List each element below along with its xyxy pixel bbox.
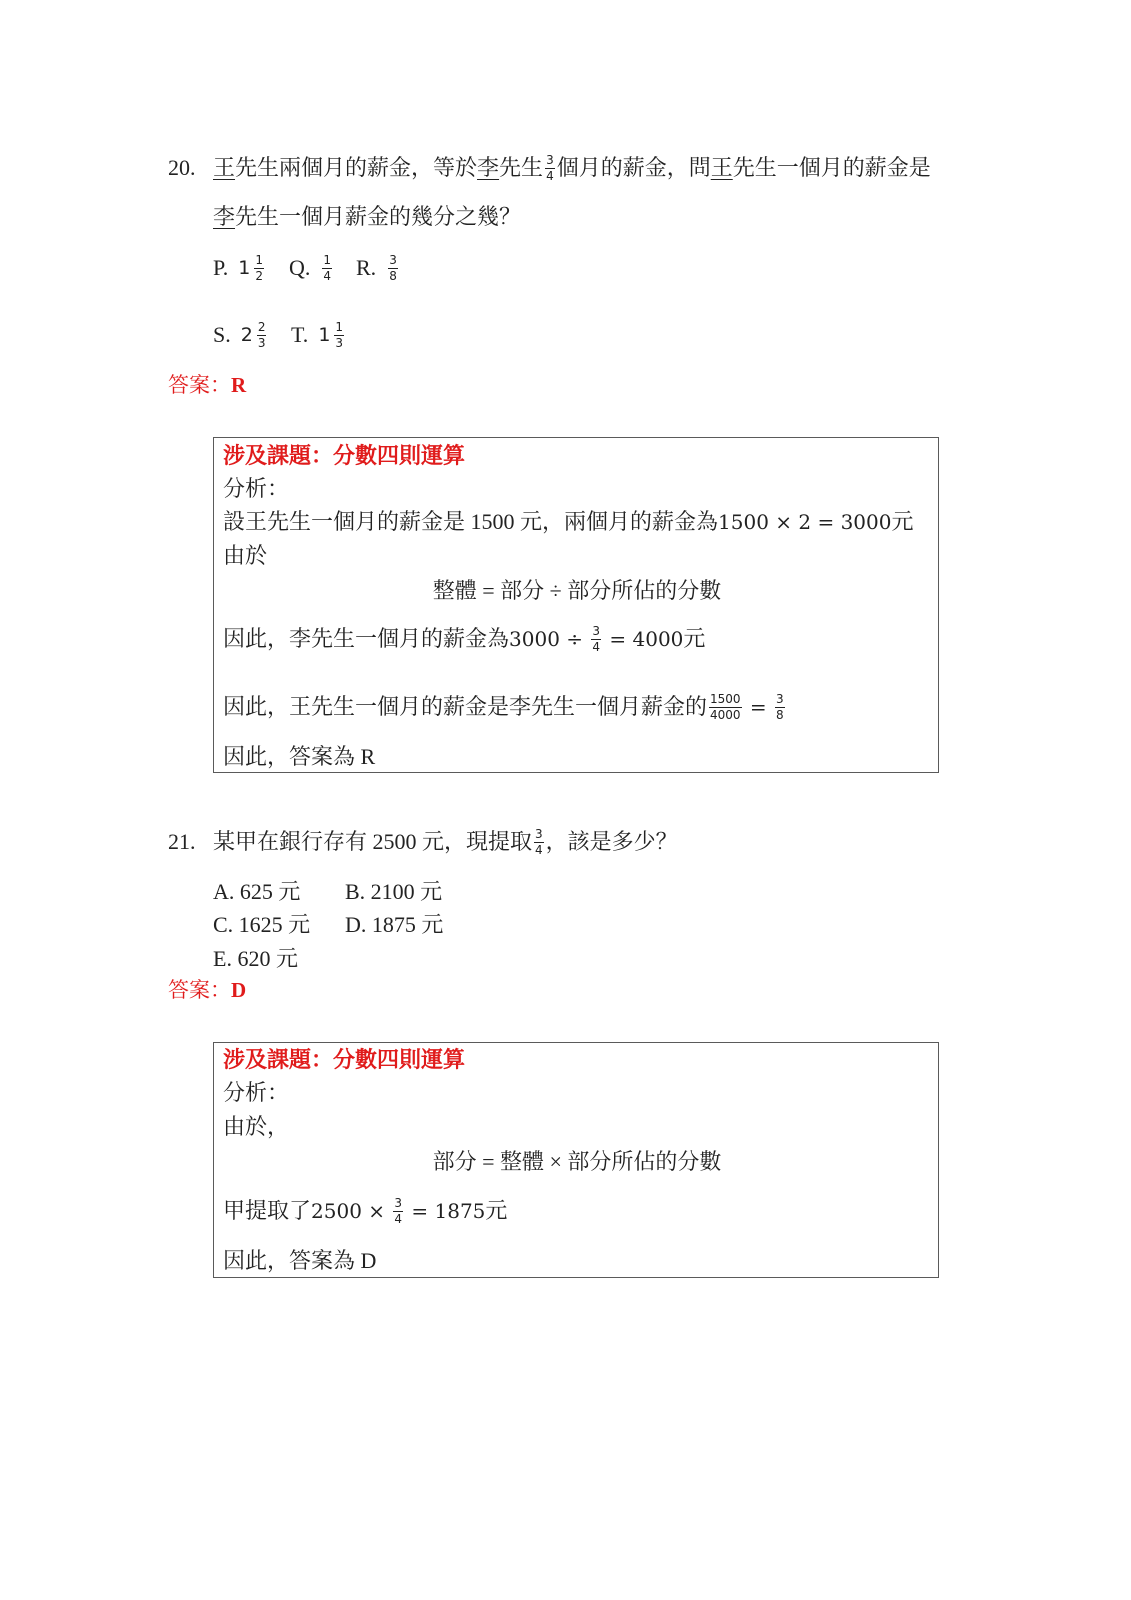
fraction-numerator: 3 <box>776 691 784 706</box>
fraction <box>591 625 601 654</box>
fraction-numerator: 3 <box>592 623 601 638</box>
fraction <box>709 693 742 722</box>
conclusion: 因此，答案為 R <box>223 744 376 769</box>
fraction-denominator: 4 <box>394 1211 403 1226</box>
fraction-numerator: 2 <box>257 319 266 334</box>
text-segment: 先生一個月薪金的幾分之幾？ <box>235 204 522 229</box>
since-label: 由於 <box>223 543 268 568</box>
math-expression: 1500 × 2 = 3000 <box>718 510 892 534</box>
solution-line <box>223 623 706 654</box>
fraction-denominator: 3 <box>335 335 344 350</box>
q20-answer <box>168 374 246 396</box>
fraction-denominator: 4 <box>323 268 332 283</box>
solution-topic: 涉及課題：分數四則運算 <box>223 443 466 468</box>
solution-topic: 涉及課題：分數四則運算 <box>223 1047 466 1072</box>
q20-option-q <box>289 252 334 283</box>
text-segment: 某甲在銀行存有 2500 元，現提取 <box>213 829 533 854</box>
fraction-denominator: 8 <box>389 268 397 283</box>
solution-text: 甲提取了 <box>223 1198 312 1223</box>
fraction-denominator: 8 <box>776 707 784 722</box>
fraction-numerator: 3 <box>546 152 554 167</box>
analysis-label: 分析： <box>223 476 290 501</box>
q20-solution-box <box>213 437 939 773</box>
fraction <box>545 154 555 183</box>
option-label: T. <box>291 322 309 347</box>
answer-label: 答案： <box>168 373 231 397</box>
option-whole: 1 <box>238 257 251 279</box>
fraction-denominator: 4 <box>592 639 601 654</box>
fraction <box>254 254 264 283</box>
q21-option-a: A. 625 元 <box>213 878 301 904</box>
fraction-numerator: 1 <box>335 319 344 334</box>
solution-line <box>223 1195 508 1226</box>
option-label: P. <box>213 255 229 280</box>
analysis-label: 分析： <box>223 1080 290 1105</box>
fraction-denominator: 4000 <box>710 707 741 722</box>
q21-number <box>168 831 196 853</box>
math-expression: = 1875 <box>405 1199 486 1223</box>
option-label: R. <box>356 255 377 280</box>
fraction-denominator: 4 <box>535 842 543 857</box>
answer-value: D <box>231 978 247 1002</box>
fraction-numerator: 3 <box>394 1195 403 1210</box>
formula: 整體 = 部分 ÷ 部分所佔的分數 <box>432 578 722 603</box>
q21-solution-box <box>213 1042 939 1278</box>
option-label: Q. <box>289 255 311 280</box>
q20-text-line2 <box>213 206 521 228</box>
q21-answer <box>168 979 246 1001</box>
text-segment: ，該是多少？ <box>545 829 678 854</box>
fraction <box>775 693 785 722</box>
q21-text <box>213 826 678 857</box>
q21-option-e: E. 620 元 <box>213 945 298 971</box>
q20-number <box>168 157 196 179</box>
answer-label: 答案： <box>168 978 231 1002</box>
fraction <box>334 321 344 350</box>
solution-line <box>223 691 787 722</box>
text-segment: 先生 <box>499 155 544 180</box>
q21-option-d: D. 1875 元 <box>345 911 444 937</box>
solution-text: 設王先生一個月的薪金是 1500 元，兩個月的薪金為 <box>223 509 719 534</box>
since-label: 由於， <box>223 1114 290 1139</box>
solution-text: 因此，王先生一個月的薪金是李先生一個月薪金的 <box>223 694 708 719</box>
name-wang: 王 <box>213 155 236 180</box>
solution-line <box>223 511 914 533</box>
fraction-denominator: 2 <box>255 268 264 283</box>
fraction <box>322 254 332 283</box>
name-li: 李 <box>477 155 500 180</box>
option-whole: 1 <box>318 324 331 346</box>
q20-option-t <box>291 319 346 350</box>
name-wang: 王 <box>710 155 733 180</box>
fraction-numerator: 3 <box>535 826 543 841</box>
q20-option-r <box>356 252 400 283</box>
solution-text: 因此，李先生一個月的薪金為 <box>223 626 510 651</box>
fraction-denominator: 4 <box>546 168 554 183</box>
fraction-numerator: 1500 <box>710 691 741 706</box>
conclusion: 因此，答案為 D <box>223 1248 377 1273</box>
formula: 部分 = 整體 × 部分所佔的分數 <box>432 1149 722 1174</box>
math-expression: 3000 ÷ <box>509 627 590 651</box>
q21-option-c: C. 1625 元 <box>213 911 311 937</box>
unit: 元 <box>485 1198 508 1223</box>
q20-option-p <box>213 252 266 283</box>
q20-option-s <box>213 319 268 350</box>
math-expression: 2500 × <box>311 1199 392 1223</box>
equals-sign: = <box>743 695 774 719</box>
text-segment: 個月的薪金，問 <box>556 155 711 180</box>
fraction <box>257 321 267 350</box>
answer-value: R <box>231 373 247 397</box>
fraction-denominator: 3 <box>257 335 266 350</box>
fraction <box>388 254 398 283</box>
unit: 元 <box>891 509 914 534</box>
q20-text-line1 <box>213 152 931 183</box>
question-number: 20. <box>168 155 196 180</box>
fraction <box>534 828 544 857</box>
fraction-numerator: 1 <box>323 252 332 267</box>
option-label: S. <box>213 322 231 347</box>
option-whole: 2 <box>240 324 253 346</box>
unit: 元 <box>683 626 706 651</box>
math-expression: = 4000 <box>603 627 684 651</box>
q21-option-b: B. 2100 元 <box>345 878 443 904</box>
fraction <box>393 1197 403 1226</box>
text-segment: 先生一個月的薪金是 <box>732 155 931 180</box>
name-li: 李 <box>213 204 236 229</box>
fraction-numerator: 3 <box>389 252 397 267</box>
question-number: 21. <box>168 829 196 854</box>
fraction-numerator: 1 <box>255 252 264 267</box>
text-segment: 先生兩個月的薪金，等於 <box>235 155 478 180</box>
